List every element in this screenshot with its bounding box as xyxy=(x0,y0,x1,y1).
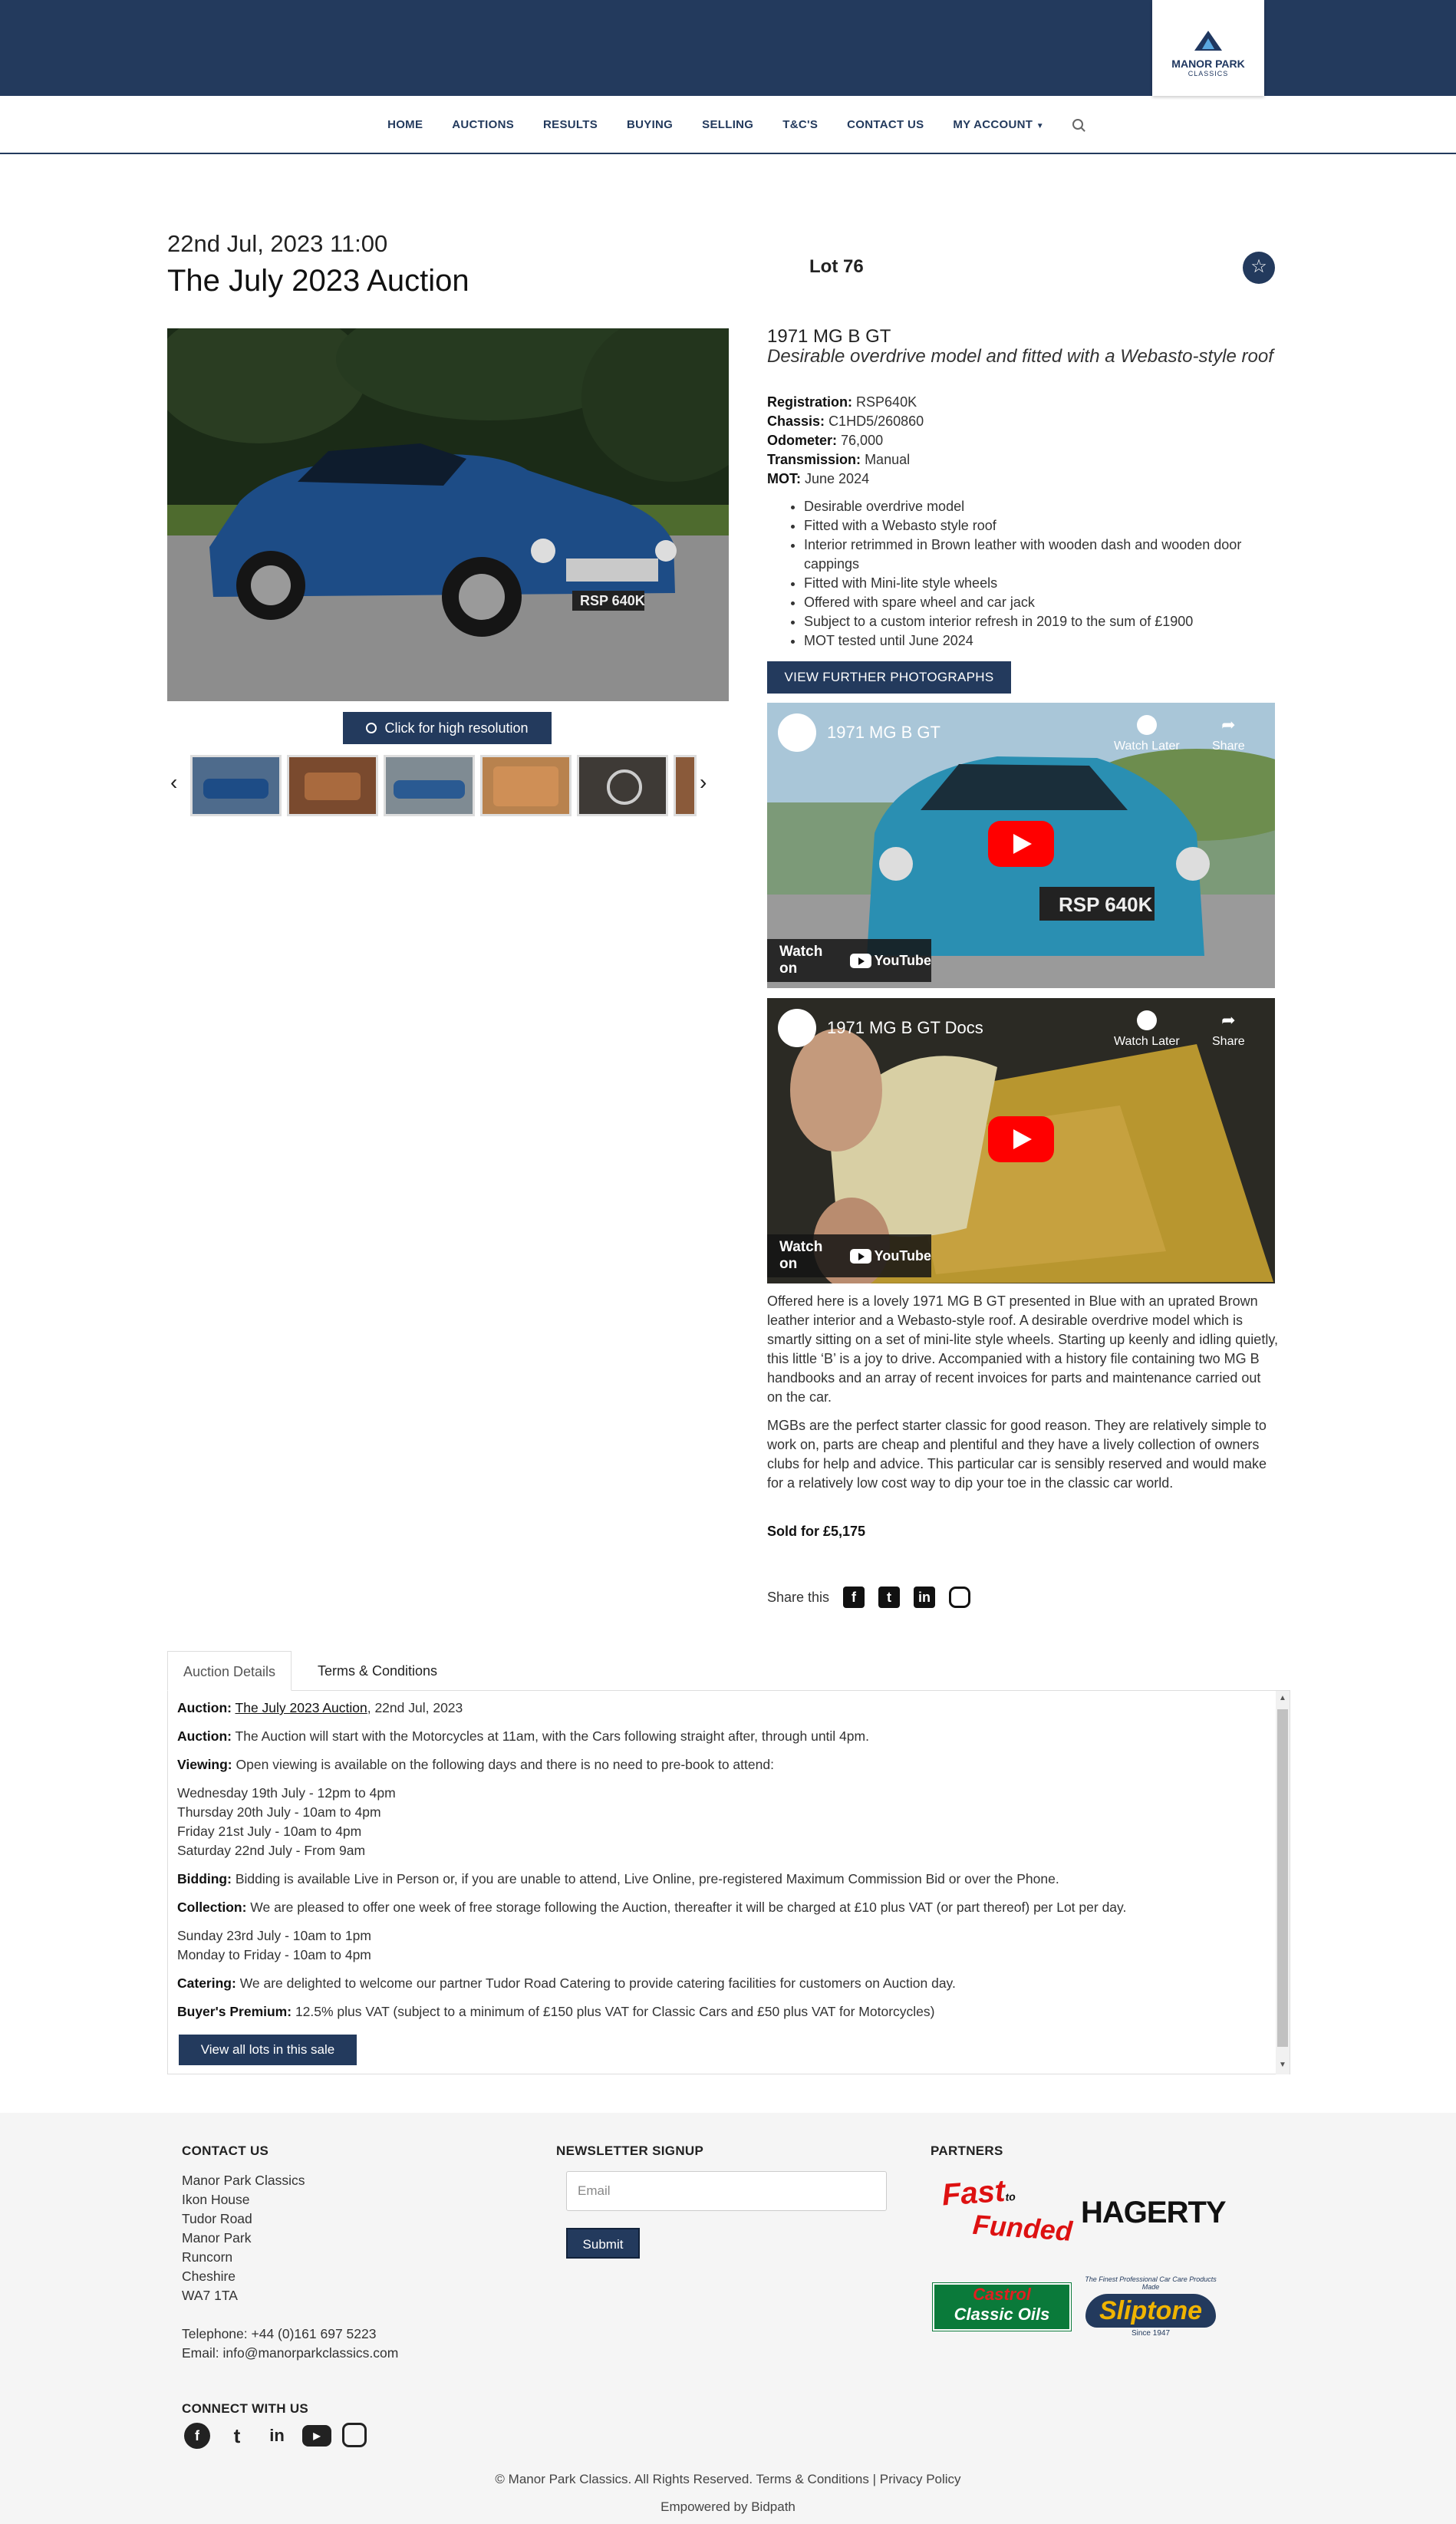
linkedin-icon[interactable]: in xyxy=(914,1587,935,1608)
scroll-up-icon[interactable]: ▲ xyxy=(1279,1694,1286,1702)
spec-registration: Registration: RSP640K xyxy=(767,394,917,410)
copyright-bar: © Manor Park Classics. All Rights Reserved. Terms & Conditions | Privacy Policy xyxy=(495,2472,961,2486)
tab-terms-conditions[interactable]: Terms & Conditions xyxy=(318,1663,438,1679)
list-item: • Fitted with a Webasto style roof xyxy=(804,516,1280,535)
site-logo[interactable] xyxy=(1152,0,1264,96)
watch-later-button[interactable]: Watch Later xyxy=(1114,715,1180,753)
magnifier-icon xyxy=(366,723,377,733)
search-icon[interactable] xyxy=(1072,119,1083,130)
clock-icon xyxy=(1137,1010,1157,1030)
play-icon[interactable] xyxy=(988,821,1054,867)
nav-auctions[interactable]: AUCTIONS xyxy=(452,117,515,131)
logo-triangle-icon xyxy=(1193,29,1224,52)
thumbnail[interactable] xyxy=(674,755,697,816)
high-resolution-button[interactable] xyxy=(343,712,552,744)
spec-odometer: Odometer: 76,000 xyxy=(767,433,884,448)
spec-transmission: Transmission: Manual xyxy=(767,452,911,467)
nav-selling[interactable]: SELLING xyxy=(702,117,754,131)
main-nav xyxy=(0,96,1456,154)
spec-mot: MOT: June 2024 xyxy=(767,471,870,486)
partner-fast-funded-logo[interactable]: Fastto Funded xyxy=(940,2173,1074,2247)
channel-avatar[interactable] xyxy=(778,713,816,752)
newsletter-email-input[interactable]: Email xyxy=(566,2171,887,2211)
watch-on-youtube-button[interactable]: Watch on YouTube xyxy=(767,939,931,982)
list-item: • Fitted with Mini-lite style wheels xyxy=(804,574,1280,593)
footer-privacy-link[interactable]: Privacy Policy xyxy=(879,2472,961,2486)
youtube-logo-icon: YouTube xyxy=(850,1248,931,1264)
nav-results[interactable]: RESULTS xyxy=(543,117,598,131)
empowered-by[interactable]: Empowered by Bidpath xyxy=(660,2499,796,2514)
instagram-icon[interactable] xyxy=(949,1587,970,1608)
share-label: Share this xyxy=(767,1589,830,1605)
nav-contact[interactable]: CONTACT US xyxy=(847,117,924,131)
main-image-plate: RSP 640K xyxy=(580,593,645,608)
share-video-button[interactable]: ➦ Share xyxy=(1212,1010,1245,1048)
panel-scrollbar[interactable] xyxy=(1276,1691,1290,2074)
lot-subtitle: Desirable overdrive model and fitted with a Webasto-style roof xyxy=(767,346,1273,367)
high-resolution-label: Click for high resolution xyxy=(384,720,529,736)
contact-email[interactable]: Email: info@manorparkclassics.com xyxy=(182,2345,399,2361)
spec-chassis: Chassis: C1HD5/260860 xyxy=(767,414,924,429)
contact-address: Manor Park Classics Ikon House Tudor Road Manor Park Runcorn Cheshire WA7 1TA Telephone: +44 (0)161 697 5223 Email: info@manorparkclassics.com xyxy=(182,2171,398,2363)
channel-avatar[interactable] xyxy=(778,1009,816,1047)
caret-down-icon: ▼ xyxy=(1036,121,1044,130)
share-arrow-icon: ➦ xyxy=(1221,715,1236,734)
thumbnail-strip xyxy=(167,755,729,819)
lot-title: 1971 MG B GT xyxy=(767,326,891,347)
video-plate: RSP 640K xyxy=(1059,893,1153,916)
thumbnail[interactable] xyxy=(577,755,668,816)
main-car-image[interactable] xyxy=(167,328,729,701)
youtube-logo-icon: YouTube xyxy=(850,953,931,969)
auction-title: The July 2023 Auction xyxy=(167,264,469,298)
auction-details-content: Auction: The July 2023 Auction, 22nd Jul, 2023 Auction: The Auction will start with the Motorcycles at 11am, with the Cars following straight after, through until 4pm. Viewing: Open viewing is available on the following days and there is no need to pre-book to attend: Wednesday 19th July - 12pm to 4pm Thursday 20th July - 10am to 4pm Friday 21st July - 10am to 4pm Saturday 22nd July - From 9am Bidding: Bidding is available Live in Person or, if you are unable to attend, Live Online, pre-registered Maximum Commission Bid or over the Phone. Collection: We are pleased to offer one week of free storage following the Auction, thereafter it will be charged at £10 plus VAT (or part thereof) per Lot per day. Sunday 23rd July - 10am to 1pm Monday to Friday - 10am to 4pm Catering: We are delighted to welcome our partner Tudor Road Catering to provide catering facilities for customers on Auction day. Buyer's Premium: 12.5% plus VAT (subject to a minimum of £150 plus VAT for Classic Cars and £50 plus VAT for Motorcycles) xyxy=(177,1700,1127,2019)
auction-details-panel xyxy=(167,1691,1290,2074)
footer-facebook-icon[interactable]: f xyxy=(184,2423,210,2449)
nav-buying[interactable]: BUYING xyxy=(627,117,674,131)
copyright-text: © Manor Park Classics. All Rights Reserved. xyxy=(495,2472,753,2486)
list-item: • Subject to a custom interior refresh in 2019 to the sum of £1900 xyxy=(804,612,1280,631)
description-paragraph: MGBs are the perfect starter classic for good reason. They are relatively simple to work on, parts are cheap and plentiful and they have a lively collection of owners clubs for help and advice. This particular car is sensibly reserved and would make for a relatively low cost way to dip your toe in the classic car world. xyxy=(767,1418,1267,1491)
scroll-down-icon[interactable]: ▼ xyxy=(1279,2061,1286,2069)
thumbnail[interactable] xyxy=(480,755,572,816)
auction-link[interactable]: The July 2023 Auction xyxy=(235,1700,367,1715)
partner-hagerty-logo[interactable]: HAGERTY xyxy=(1081,2196,1226,2229)
contact-heading: CONTACT US xyxy=(182,2143,269,2158)
lot-highlights xyxy=(804,497,1280,651)
facebook-icon[interactable]: f xyxy=(843,1587,865,1608)
watch-later-button[interactable]: Watch Later xyxy=(1114,1010,1180,1049)
nav-home[interactable]: HOME xyxy=(387,117,423,131)
footer-instagram-icon[interactable] xyxy=(342,2423,367,2447)
watch-on-youtube-button[interactable]: Watch on YouTube xyxy=(767,1234,931,1277)
description-paragraph: Offered here is a lovely 1971 MG B GT presented in Blue with an uprated Brown leather interior and a Webasto-style roof. A desirable overdrive model which is smartly sitting on a set of mini-lite style wheels. Starting up keenly and idling quietly, this little ‘B’ is a joy to drive. Accompanied with a history file containing two MG B handbooks and an array of recent invoices for parts and maintenance carried out on the car. xyxy=(767,1293,1278,1405)
list-item: • Offered with spare wheel and car jack xyxy=(804,593,1280,612)
newsletter-submit-button[interactable]: Submit xyxy=(566,2228,640,2259)
auction-date: 22nd Jul, 2023 11:00 xyxy=(167,230,388,257)
contact-telephone[interactable]: Telephone: +44 (0)161 697 5223 xyxy=(182,2326,377,2341)
view-further-photographs-button[interactable]: VIEW FURTHER PHOTOGRAPHS xyxy=(767,661,1011,694)
chevron-right-icon[interactable]: › xyxy=(700,770,707,794)
share-arrow-icon: ➦ xyxy=(1221,1010,1236,1030)
sold-price: Sold for £5,175 xyxy=(767,1524,866,1539)
newsletter-heading: NEWSLETTER SIGNUP xyxy=(556,2143,704,2158)
share-bar xyxy=(767,1587,970,1608)
logo-text: MANOR PARK xyxy=(1171,58,1245,70)
logo-subtext: CLASSICS xyxy=(1188,70,1229,77)
favourite-star-icon[interactable]: ☆ xyxy=(1243,252,1275,284)
chevron-left-icon[interactable]: ‹ xyxy=(170,770,178,794)
lot-specs xyxy=(767,393,924,489)
footer-youtube-icon[interactable]: ▶ xyxy=(302,2425,331,2447)
partners-heading: PARTNERS xyxy=(931,2143,1003,2158)
lot-description xyxy=(767,1292,1280,1502)
view-all-lots-button[interactable]: View all lots in this sale xyxy=(179,2035,357,2065)
play-icon[interactable] xyxy=(988,1116,1054,1162)
clock-icon xyxy=(1137,715,1157,735)
footer-linkedin-icon[interactable]: in xyxy=(269,2426,285,2445)
footer-twitter-icon[interactable]: t xyxy=(233,2424,241,2447)
details-tabs xyxy=(167,1651,1290,1691)
share-video-button[interactable]: ➦ Share xyxy=(1212,715,1245,753)
list-item: • Interior retrimmed in Brown leather with wooden dash and wooden door cappings xyxy=(804,535,1280,574)
nav-terms[interactable]: T&C'S xyxy=(782,117,819,131)
list-item: • MOT tested until June 2024 xyxy=(804,631,1280,651)
video-title[interactable]: 1971 MG B GT xyxy=(827,723,940,742)
youtube-video-2[interactable] xyxy=(767,998,1275,1283)
thumbnail[interactable] xyxy=(384,755,475,816)
thumbnail[interactable] xyxy=(190,755,282,816)
video-title[interactable]: 1971 MG B GT Docs xyxy=(827,1018,983,1037)
tab-auction-details[interactable]: Auction Details xyxy=(167,1651,292,1691)
partner-castrol-logo[interactable]: Castrol Classic Oils xyxy=(933,2283,1071,2331)
nav-my-account-label: MY ACCOUNT xyxy=(953,117,1033,131)
twitter-icon[interactable]: t xyxy=(878,1587,900,1608)
connect-heading: CONNECT WITH US xyxy=(182,2401,309,2416)
footer-terms-link[interactable]: Terms & Conditions xyxy=(756,2472,869,2486)
lot-number: Lot 76 xyxy=(809,256,864,277)
nav-my-account[interactable] xyxy=(953,118,1044,131)
partner-sliptone-logo[interactable]: The Finest Professional Car Care Products Made Sliptone Since 1947 xyxy=(1085,2275,1217,2338)
thumbnail[interactable] xyxy=(287,755,378,816)
youtube-video-1[interactable] xyxy=(767,703,1275,988)
list-item: • Desirable overdrive model xyxy=(804,497,1280,516)
